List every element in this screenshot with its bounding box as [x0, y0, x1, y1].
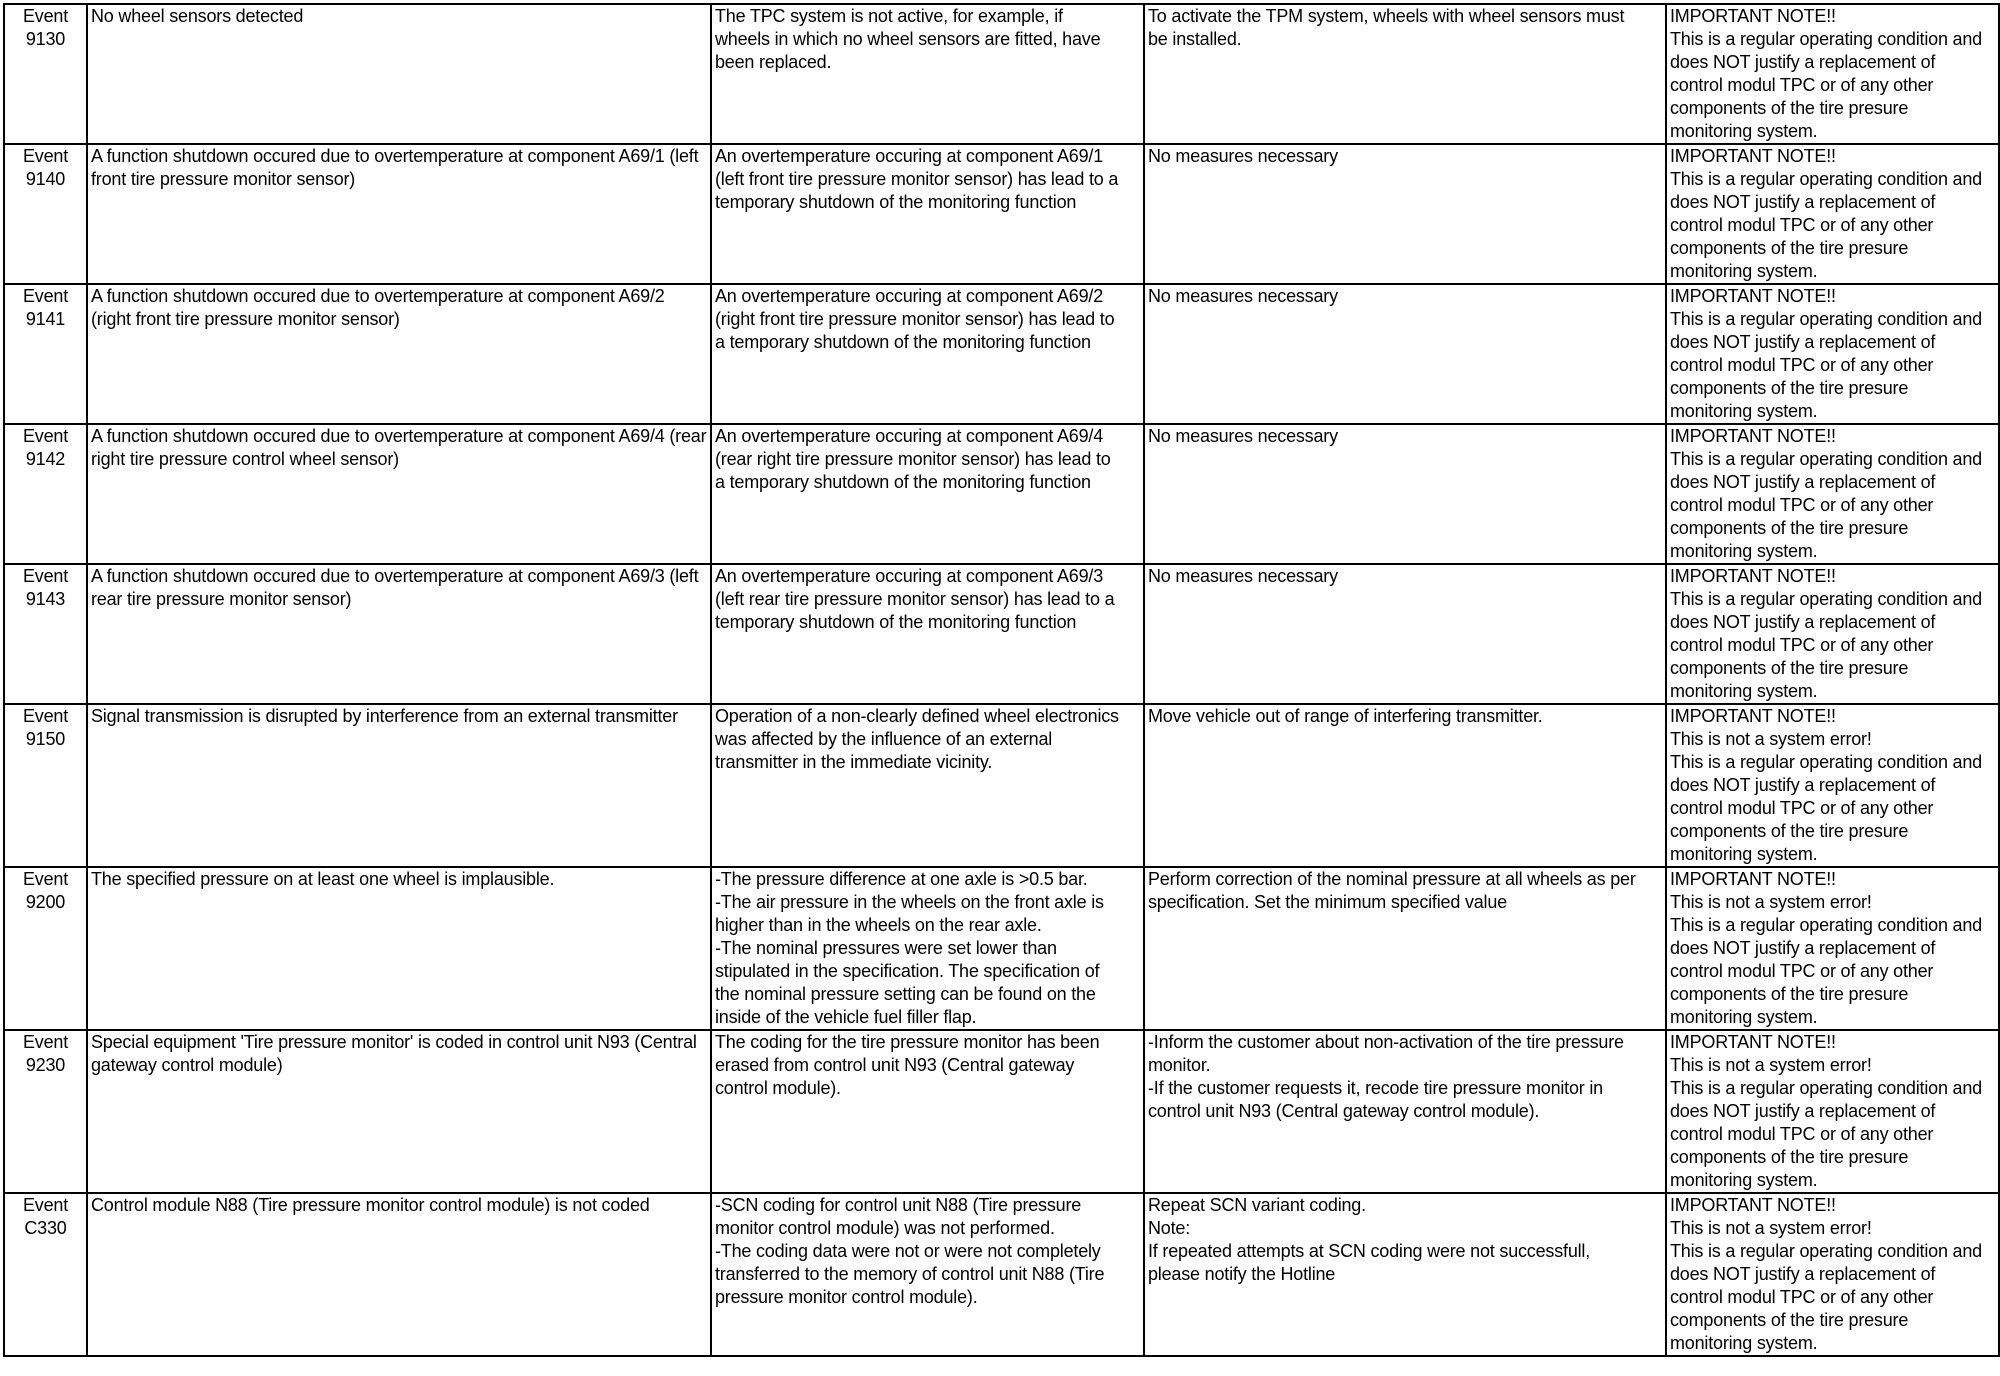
event-table-body — [4, 4, 1999, 1356]
code-line: 9142 — [25, 449, 66, 469]
cause-line: The TPC system is not active, for example, if — [715, 6, 1063, 26]
note-line: This is a regular operating condition and — [1670, 1078, 1982, 1098]
fault-text: The specified pressure on at least one wheel is implausible. — [91, 869, 555, 889]
cause-line: temporary shutdown of the monitoring function — [715, 192, 1077, 212]
code-line: Event — [22, 706, 69, 726]
note-line: IMPORTANT NOTE!! — [1670, 566, 1836, 586]
remedy-line: control unit N93 (Central gateway control module). — [1148, 1101, 1540, 1121]
note-line: components of the tire presure — [1670, 821, 1909, 841]
remedy-line: No measures necessary — [1148, 286, 1338, 306]
code-line: 9230 — [25, 1055, 66, 1075]
fault-text: A function shutdown occured due to overtemperature at component A69/1 (left front tire pressure monitor sensor) — [91, 146, 699, 189]
remedy-line: specification. Set the minimum specified value — [1148, 892, 1507, 912]
remedy-cell — [1144, 564, 1666, 704]
remedy-line: -Inform the customer about non-activation of the tire pressure — [1148, 1032, 1624, 1052]
note-line: components of the tire presure — [1670, 378, 1909, 398]
remedy-cell — [1144, 867, 1666, 1030]
cause-line: transmitter in the immediate vicinity. — [715, 752, 993, 772]
note-line: monitoring system. — [1670, 681, 1818, 701]
fault-text: Control module N88 (Tire pressure monitor control module) is not coded — [91, 1195, 650, 1215]
table-row — [4, 1030, 1999, 1193]
note-line: control modul TPC or of any other — [1670, 355, 1934, 375]
code-line: Event — [22, 146, 69, 166]
remedy-cell — [1144, 144, 1666, 284]
cause-line: monitor control module) was not performed. — [715, 1218, 1055, 1238]
code-line: Event — [22, 869, 69, 889]
note-line: does NOT justify a replacement of — [1670, 1264, 1936, 1284]
table-row — [4, 284, 1999, 424]
cause-line: An overtemperature occuring at component A69/1 — [715, 146, 1104, 166]
code-line: 9130 — [25, 29, 66, 49]
cause-line: -The pressure difference at one axle is >0.5 bar. — [715, 869, 1088, 889]
note-line: monitoring system. — [1670, 541, 1818, 561]
code-line: Event — [22, 426, 69, 446]
important-note-cell — [1666, 1193, 1999, 1356]
note-line: monitoring system. — [1670, 1170, 1818, 1190]
note-line: This is not a system error! — [1670, 729, 1872, 749]
note-line: control modul TPC or of any other — [1670, 961, 1934, 981]
note-line: does NOT justify a replacement of — [1670, 52, 1936, 72]
cause-line: An overtemperature occuring at component A69/3 — [715, 566, 1104, 586]
event-code-cell — [4, 284, 87, 424]
cause-line: The coding for the tire pressure monitor has been — [715, 1032, 1100, 1052]
note-line: IMPORTANT NOTE!! — [1670, 869, 1836, 889]
code-line: Event — [22, 6, 69, 26]
note-line: monitoring system. — [1670, 121, 1818, 141]
cause-line: An overtemperature occuring at component A69/2 — [715, 286, 1104, 306]
remedy-line: Move vehicle out of range of interfering transmitter. — [1148, 706, 1543, 726]
important-note-cell — [1666, 704, 1999, 867]
important-note-cell — [1666, 564, 1999, 704]
cause-line: pressure monitor control module). — [715, 1287, 978, 1307]
cause-line: inside of the vehicle fuel filler flap. — [715, 1007, 977, 1027]
cause-line: (rear right tire pressure monitor sensor) has lead to — [715, 449, 1111, 469]
note-line: monitoring system. — [1670, 401, 1818, 421]
code-line: 9143 — [25, 589, 66, 609]
event-code-cell — [4, 1193, 87, 1356]
cause-cell — [711, 1193, 1144, 1356]
fault-text-cell — [87, 1030, 711, 1193]
cause-line: stipulated in the specification. The specification of — [715, 961, 1100, 981]
note-line: IMPORTANT NOTE!! — [1670, 146, 1836, 166]
note-line: IMPORTANT NOTE!! — [1670, 426, 1836, 446]
fault-text: A function shutdown occured due to overtemperature at component A69/4 (rear right tire pressure control wheel sensor) — [91, 426, 707, 469]
remedy-cell — [1144, 424, 1666, 564]
remedy-cell — [1144, 284, 1666, 424]
note-line: does NOT justify a replacement of — [1670, 472, 1936, 492]
note-line: This is a regular operating condition and — [1670, 1241, 1982, 1261]
note-line: This is a regular operating condition and — [1670, 752, 1982, 772]
remedy-line: No measures necessary — [1148, 146, 1338, 166]
note-line: control modul TPC or of any other — [1670, 798, 1934, 818]
note-line: does NOT justify a replacement of — [1670, 612, 1936, 632]
cause-line: An overtemperature occuring at component A69/4 — [715, 426, 1104, 446]
cause-cell — [711, 704, 1144, 867]
remedy-line: No measures necessary — [1148, 566, 1338, 586]
cause-line: a temporary shutdown of the monitoring function — [715, 332, 1091, 352]
cause-line: was affected by the influence of an external — [715, 729, 1053, 749]
code-line: 9141 — [25, 309, 66, 329]
note-line: IMPORTANT NOTE!! — [1670, 1195, 1836, 1215]
note-line: control modul TPC or of any other — [1670, 75, 1934, 95]
note-line: This is a regular operating condition and — [1670, 309, 1982, 329]
event-code-cell — [4, 704, 87, 867]
note-line: monitoring system. — [1670, 261, 1818, 281]
note-line: control modul TPC or of any other — [1670, 635, 1934, 655]
event-code-cell — [4, 4, 87, 144]
cause-line: control module). — [715, 1078, 841, 1098]
table-row — [4, 704, 1999, 867]
remedy-line: be installed. — [1148, 29, 1242, 49]
important-note-cell — [1666, 144, 1999, 284]
cause-line: higher than in the wheels on the rear axle. — [715, 915, 1042, 935]
cause-cell — [711, 1030, 1144, 1193]
fault-text-cell — [87, 564, 711, 704]
note-line: This is a regular operating condition and — [1670, 449, 1982, 469]
note-line: IMPORTANT NOTE!! — [1670, 6, 1836, 26]
note-line: This is not a system error! — [1670, 892, 1872, 912]
note-line: does NOT justify a replacement of — [1670, 938, 1936, 958]
remedy-line: please notify the Hotline — [1148, 1264, 1336, 1284]
cause-line: temporary shutdown of the monitoring function — [715, 612, 1077, 632]
remedy-line: monitor. — [1148, 1055, 1211, 1075]
cause-cell — [711, 4, 1144, 144]
cause-line: -The coding data were not or were not completely — [715, 1241, 1101, 1261]
fault-text-cell — [87, 144, 711, 284]
note-line: components of the tire presure — [1670, 98, 1909, 118]
note-line: This is not a system error! — [1670, 1055, 1872, 1075]
fault-text-cell — [87, 4, 711, 144]
cause-line: Operation of a non-clearly defined wheel electronics — [715, 706, 1119, 726]
important-note-cell — [1666, 867, 1999, 1030]
fault-text: No wheel sensors detected — [91, 6, 304, 26]
fault-text: Signal transmission is disrupted by interference from an external transmitter — [91, 706, 678, 726]
cause-cell — [711, 144, 1144, 284]
note-line: components of the tire presure — [1670, 238, 1909, 258]
table-row — [4, 424, 1999, 564]
note-line: components of the tire presure — [1670, 1310, 1909, 1330]
cause-line: erased from control unit N93 (Central gateway — [715, 1055, 1075, 1075]
note-line: IMPORTANT NOTE!! — [1670, 286, 1836, 306]
note-line: does NOT justify a replacement of — [1670, 332, 1936, 352]
fault-text-cell — [87, 704, 711, 867]
note-line: components of the tire presure — [1670, 658, 1909, 678]
cause-line: a temporary shutdown of the monitoring function — [715, 472, 1091, 492]
note-line: control modul TPC or of any other — [1670, 215, 1934, 235]
fault-text: A function shutdown occured due to overtemperature at component A69/3 (left rear tire pressure monitor sensor) — [91, 566, 699, 609]
fault-text-cell — [87, 284, 711, 424]
note-line: This is a regular operating condition and — [1670, 915, 1982, 935]
cause-cell — [711, 424, 1144, 564]
note-line: This is a regular operating condition and — [1670, 169, 1982, 189]
fault-text-cell — [87, 867, 711, 1030]
remedy-line: -If the customer requests it, recode tire pressure monitor in — [1148, 1078, 1603, 1098]
cause-line: (left front tire pressure monitor sensor) has lead to a — [715, 169, 1119, 189]
cause-line: (right front tire pressure monitor sensor) has lead to — [715, 309, 1115, 329]
cause-cell — [711, 284, 1144, 424]
remedy-cell — [1144, 1193, 1666, 1356]
table-row — [4, 144, 1999, 284]
remedy-line: To activate the TPM system, wheels with wheel sensors must — [1148, 6, 1625, 26]
cause-line: -The nominal pressures were set lower than — [715, 938, 1057, 958]
cause-line: (left rear tire pressure monitor sensor) has lead to a — [715, 589, 1115, 609]
table-row — [4, 564, 1999, 704]
note-line: control modul TPC or of any other — [1670, 1287, 1934, 1307]
event-code-cell — [4, 144, 87, 284]
note-line: monitoring system. — [1670, 1007, 1818, 1027]
table-row — [4, 1193, 1999, 1356]
table-row — [4, 4, 1999, 144]
event-code-cell — [4, 867, 87, 1030]
cause-line: -The air pressure in the wheels on the front axle is — [715, 892, 1104, 912]
cause-line: wheels in which no wheel sensors are fitted, have — [715, 29, 1101, 49]
table-row — [4, 867, 1999, 1030]
code-line: Event — [22, 566, 69, 586]
note-line: does NOT justify a replacement of — [1670, 1101, 1936, 1121]
note-line: monitoring system. — [1670, 1333, 1818, 1353]
note-line: does NOT justify a replacement of — [1670, 775, 1936, 795]
event-table — [3, 3, 2000, 1357]
note-line: This is a regular operating condition and — [1670, 589, 1982, 609]
remedy-line: If repeated attempts at SCN coding were not successfull, — [1148, 1241, 1591, 1261]
event-code-cell — [4, 424, 87, 564]
remedy-line: No measures necessary — [1148, 426, 1338, 446]
remedy-line: Perform correction of the nominal pressure at all wheels as per — [1148, 869, 1636, 889]
important-note-cell — [1666, 4, 1999, 144]
note-line: monitoring system. — [1670, 844, 1818, 864]
important-note-cell — [1666, 424, 1999, 564]
cause-line: the nominal pressure setting can be found on the — [715, 984, 1096, 1004]
event-code-cell — [4, 564, 87, 704]
cause-line: transferred to the memory of control unit N88 (Tire — [715, 1264, 1105, 1284]
code-line: Event — [22, 1195, 69, 1215]
code-line: Event — [22, 1032, 69, 1052]
note-line: IMPORTANT NOTE!! — [1670, 1032, 1836, 1052]
fault-text: Special equipment 'Tire pressure monitor' is coded in control unit N93 (Central gateway control module) — [91, 1032, 697, 1075]
remedy-line: Repeat SCN variant coding. — [1148, 1195, 1366, 1215]
note-line: does NOT justify a replacement of — [1670, 192, 1936, 212]
code-line: C330 — [24, 1218, 67, 1238]
cause-line: been replaced. — [715, 52, 832, 72]
fault-text-cell — [87, 424, 711, 564]
note-line: This is not a system error! — [1670, 1218, 1872, 1238]
fault-text: A function shutdown occured due to overtemperature at component A69/2 (right front tire pressure monitor sensor) — [91, 286, 665, 329]
cause-cell — [711, 867, 1144, 1030]
cause-cell — [711, 564, 1144, 704]
note-line: IMPORTANT NOTE!! — [1670, 706, 1836, 726]
note-line: control modul TPC or of any other — [1670, 1124, 1934, 1144]
remedy-cell — [1144, 1030, 1666, 1193]
remedy-line: Note: — [1148, 1218, 1191, 1238]
code-line: 9140 — [25, 169, 66, 189]
code-line: 9150 — [25, 729, 66, 749]
important-note-cell — [1666, 284, 1999, 424]
code-line: Event — [22, 286, 69, 306]
note-line: This is a regular operating condition and — [1670, 29, 1982, 49]
note-line: control modul TPC or of any other — [1670, 495, 1934, 515]
note-line: components of the tire presure — [1670, 518, 1909, 538]
cause-line: -SCN coding for control unit N88 (Tire pressure — [715, 1195, 1082, 1215]
code-line: 9200 — [25, 892, 66, 912]
fault-text-cell — [87, 1193, 711, 1356]
note-line: components of the tire presure — [1670, 1147, 1909, 1167]
important-note-cell — [1666, 1030, 1999, 1193]
note-line: components of the tire presure — [1670, 984, 1909, 1004]
remedy-cell — [1144, 4, 1666, 144]
event-code-cell — [4, 1030, 87, 1193]
remedy-cell — [1144, 704, 1666, 867]
